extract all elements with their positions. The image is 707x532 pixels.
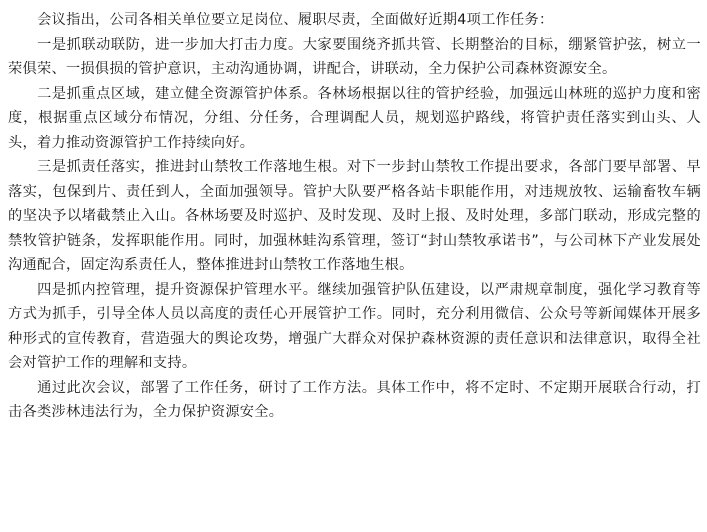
paragraph-task-2: 二是抓重点区域，建立健全资源管护体系。各林场根据以往的管护经验，加强远山林班的巡护力度和密度，根据重点区域分布情况，分组、分任务，合理调配人员，规划巡护路线，将管护责任落实到山头、人头，着力推动资源管护工作持续向好。: [8, 85, 701, 151]
paragraph-task-4: 四是抓内控管理，提升资源保护管理水平。继续加强管护队伍建设，以严肃规章制度，强化学习教育等方式为抓手，引导全体人员以高度的责任心开展管护工作。同时，充分利用微信、公众号等新闻媒体开展多种形式的宣传教育，营造强大的舆论攻势，增强广大群众对保护森林资源的责任意识和法律意识，取得全社会对管护工作的理解和支持。: [8, 281, 701, 371]
paragraph-task-1: 一是抓联动联防，进一步加大打击力度。大家要围绕齐抓共管、长期整治的目标，绷紧管护弦，树立一荣俱荣、一损俱损的管护意识，主动沟通协调，讲配合，讲联动，全力保护公司森林资源安全。: [8, 36, 701, 77]
paragraph-conclusion: 通过此次会议，部署了工作任务，研讨了工作方法。具体工作中，将不定时、不定期开展联合行动，打击各类涉林违法行为，全力保护资源安全。: [8, 379, 701, 420]
paragraph-intro: 会议指出，公司各相关单位要立足岗位、履职尽责，全面做好近期4项工作任务：: [37, 12, 554, 28]
paragraph-task-3: 三是抓责任落实，推进封山禁牧工作落地生根。对下一步封山禁牧工作提出要求，各部门要早部署、早落实，包保到片、责任到人，全面加强领导。管护大队要严格各站卡职能作用，对违规放牧、运输畜牧车辆的坚决予以堵截禁止入山。各林场要及时巡护、及时发现、及时上报、及时处理，多部门联动，形成完整的禁牧管护链条，发挥职能作用。同时，加强林蛙沟系管理，签订“封山禁牧承诺书”，与公司林下产业发展处沟通配合，固定沟系责任人，整体推进封山禁牧工作落地生根。: [8, 159, 701, 273]
